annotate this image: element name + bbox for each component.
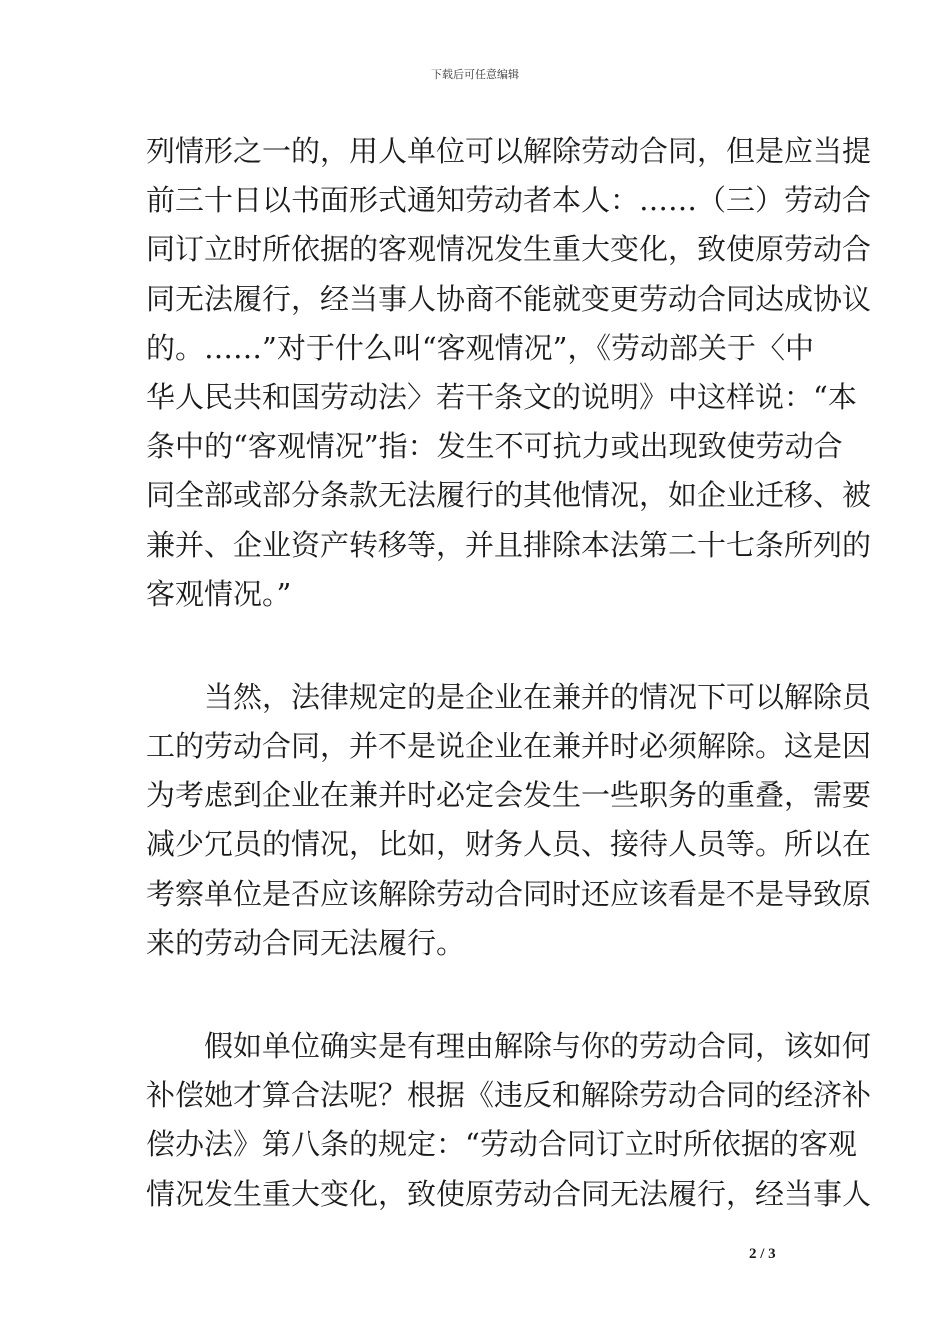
text-line: 条中的“客观情况”指：发生不可抗力或出现致使劳动合 <box>146 429 843 464</box>
paragraph-3 <box>146 1022 872 1219</box>
text-line: 补偿她才算合法呢？根据《违反和解除劳动合同的经济补 <box>146 1078 872 1113</box>
text-line: 减少冗员的情况，比如，财务人员、接待人员等。所以在 <box>146 827 872 862</box>
paragraph-1 <box>146 127 872 619</box>
text-line: 为考虑到企业在兼并时必定会发生一些职务的重叠，需要 <box>146 778 872 813</box>
text-line: 列情形之一的，用人单位可以解除劳动合同，但是应当提 <box>146 134 872 168</box>
text-line: 情况发生重大变化，致使原劳动合同无法履行，经当事人 <box>146 1176 872 1211</box>
text-line: 偿办法》第八条的规定：“劳动合同订立时所依据的客观 <box>146 1127 857 1162</box>
text-line: 当然，法律规定的是企业在兼并的情况下可以解除员 <box>146 679 872 714</box>
text-line: 兼并、企业资产转移等，并且排除本法第二十七条所列的 <box>146 527 872 562</box>
page-header: 下载后可任意编辑 <box>431 68 519 81</box>
text-line: 客观情况。” <box>146 576 292 611</box>
text-line: 前三十日以书面形式通知劳动者本人：……（三）劳动合 <box>146 183 872 218</box>
text-line: 同无法履行，经当事人协商不能就变更劳动合同达成协议 <box>146 281 872 316</box>
paragraph-spacer <box>146 619 806 673</box>
text-line: 的。……”对于什么叫“客观情况”，《劳动部关于〈中 <box>146 330 814 365</box>
page-number: 2 / 3 <box>749 1246 776 1262</box>
text-line: 工的劳动合同，并不是说企业在兼并时必须解除。这是因 <box>146 729 872 764</box>
text-line: 假如单位确实是有理由解除与你的劳动合同，该如何 <box>146 1029 872 1063</box>
text-line: 华人民共和国劳动法〉若干条文的说明》中这样说：“本 <box>146 379 857 414</box>
document-body <box>146 127 872 1219</box>
text-line: 来的劳动合同无法履行。 <box>146 925 466 960</box>
text-line: 考察单位是否应该解除劳动合同时还应该看是不是导致原 <box>146 876 872 911</box>
text-line: 同订立时所依据的客观情况发生重大变化，致使原劳动合 <box>146 232 872 267</box>
paragraph-2 <box>146 673 872 968</box>
text-line: 同全部或部分条款无法履行的其他情况，如企业迁移、被 <box>146 478 872 513</box>
paragraph-spacer <box>146 968 806 1022</box>
